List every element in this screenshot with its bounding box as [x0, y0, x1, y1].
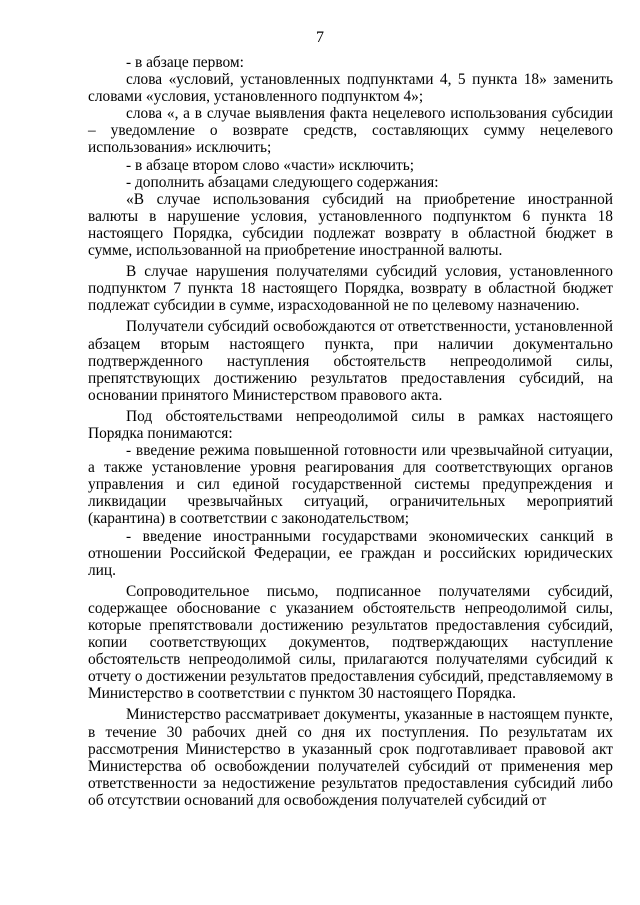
paragraph-item-11: - введение иностранными государствами экономических санкций в отношении Российской Федерации, ее граждан и российских юридических лиц. — [88, 527, 613, 579]
paragraph-item-8: Получатели субсидий освобождаются от ответственности, установленной абзацем вторым настоящего пункта, при наличии документально подтвержденного наступления обстоятельств непреодолимой силы, препятствующих достижению результатов предоставления субсидий, на основании принятого Министерством правового акта. — [88, 318, 613, 404]
document-body — [88, 54, 613, 809]
paragraph-item-7: В случае нарушения получателями субсидий условия, установленного подпунктом 7 пункта 18 настоящего Порядка, возврату в областной бюджет подлежат субсидии в сумме, израсходованной не по целевому назначению. — [88, 263, 613, 315]
paragraph-item-1: - в абзаце первом: — [126, 54, 244, 71]
paragraph-item-10: - введение режима повышенной готовности или чрезвычайной ситуации, а также установление уровня реагирования для соответствующих органов управления и сил единой государственной системы предупреждения и ликвидации чрезвычайных ситуаций, ограничительных мероприятий (карантина) в соответствии с законодательством; — [88, 442, 613, 528]
paragraph-item-12: Сопроводительное письмо, подписанное получателями субсидий, содержащее обоснование с указанием обстоятельств непреодолимой силы, которые препятствовали достижению результатов предоставления субсидий, копии соответствующих документов, подтверждающих наступление обстоятельств непреодолимой силы, прилагаются получателями субсидий к отчету о достижении результатов предоставления субсидий, представляемому в Министерство в соответствии с пунктом 30 настоящего Порядка. — [88, 582, 613, 703]
paragraph-item-3: слова «, а в случае выявления факта нецелевого использования субсидии – уведомление о возврате средств, составляющих сумму нецелевого использования» исключить; — [88, 105, 613, 157]
paragraph-item-6: «В случае использования субсидий на приобретение иностранной валюты в нарушение условия, установленного подпунктом 6 пункта 18 настоящего Порядка, субсидии подлежат возврату в областной бюджет в сумме, использованной на приобретение иностранной валюты. — [88, 190, 613, 260]
paragraph-item-5: - дополнить абзацами следующего содержания: — [126, 173, 439, 191]
paragraph-item-4: - в абзаце втором слово «части» исключить; — [126, 156, 415, 174]
paragraph-item-9: Под обстоятельствами непреодолимой силы в рамках настоящего Порядка понимаются: — [88, 407, 613, 442]
page-number: 7 — [316, 29, 324, 46]
paragraph-item-2: слова «условий, установленных подпунктами 4, 5 пункта 18» заменить словами «условия, установленного подпунктом 4»; — [88, 71, 613, 106]
paragraph-item-13: Министерство рассматривает документы, указанные в настоящем пункте, в течение 30 рабочих дней со дня их поступления. По результатам их рассмотрения Министерство в указанный срок подготавливает правовой акт Министерства об освобождении получателей субсидий от применения мер ответственности за недостижение результатов предоставления субсидий либо об отсутствии оснований для освобождения получателей субсидий от — [88, 706, 613, 809]
